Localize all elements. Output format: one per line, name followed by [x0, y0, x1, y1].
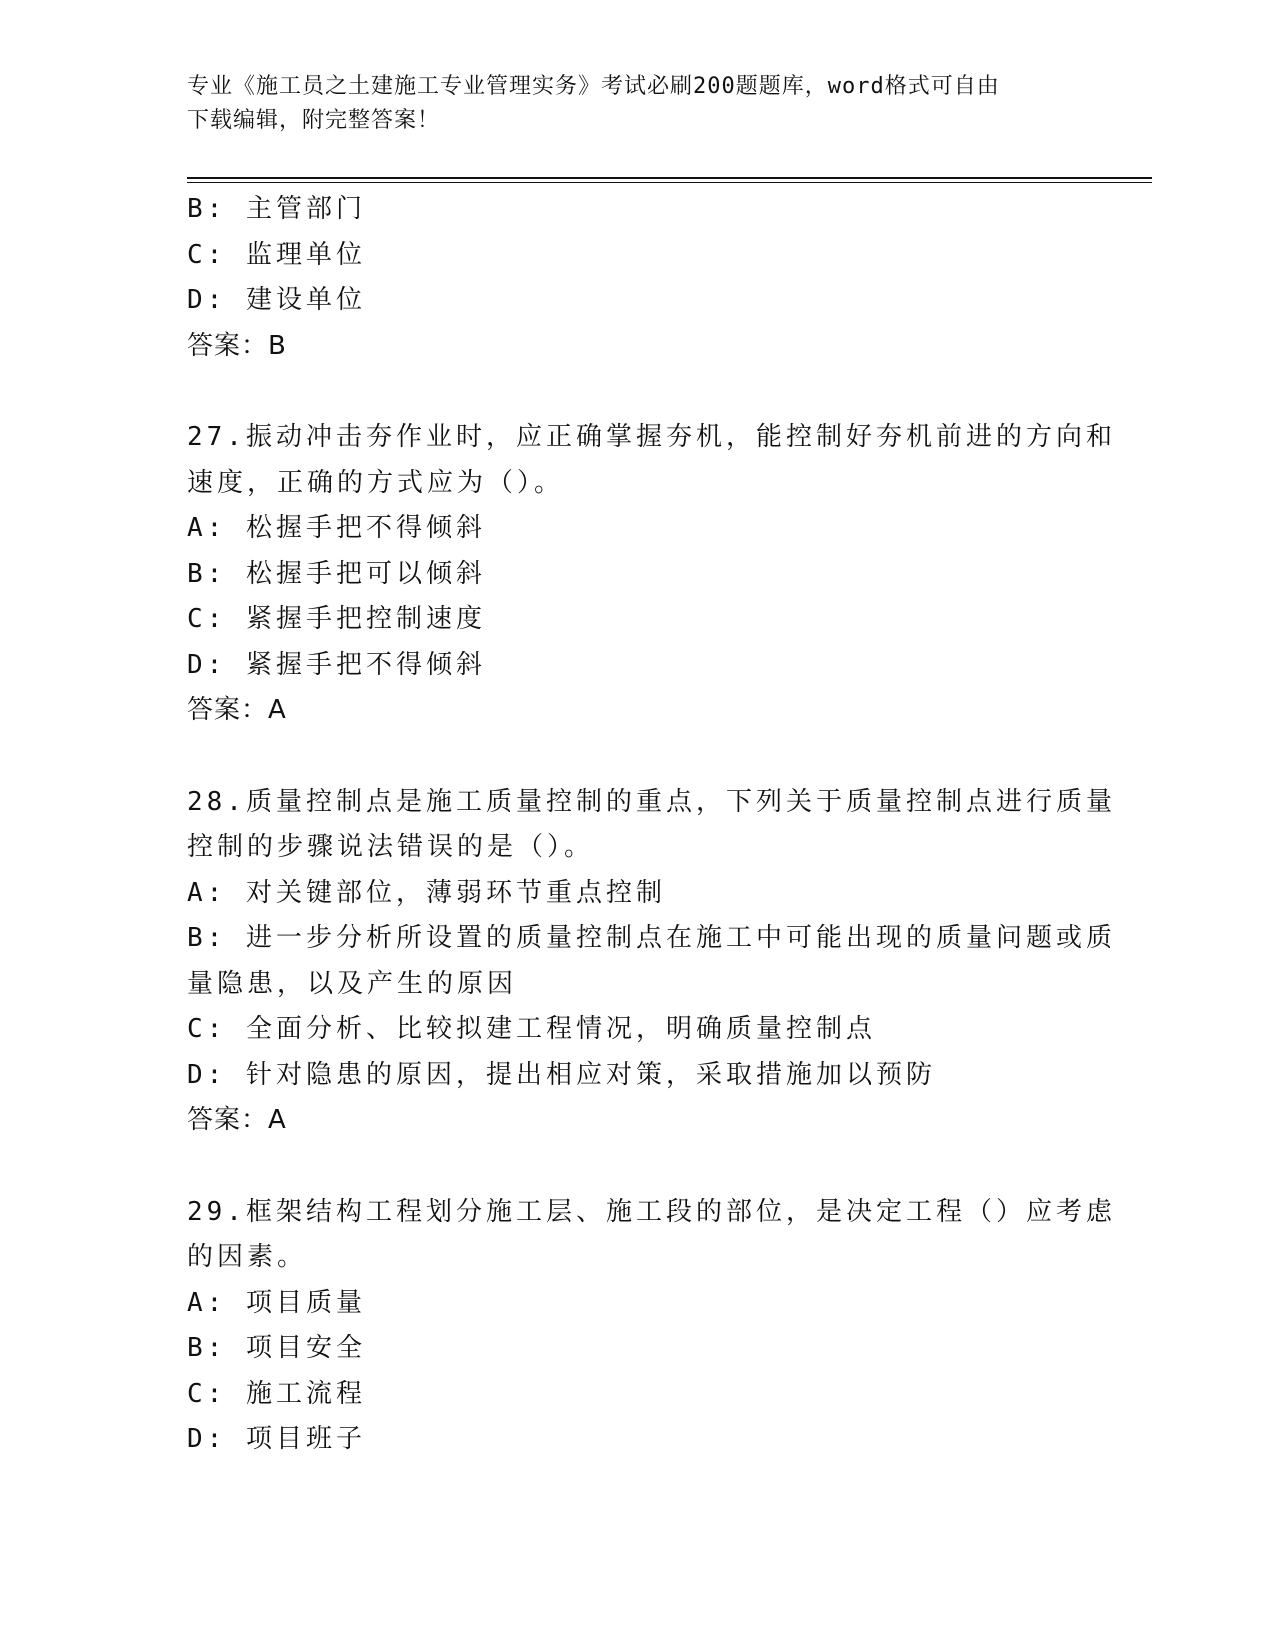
question-stem: 控制的步骤说法错误的是（）。 [187, 832, 595, 862]
option-a: A: 对关键部位，薄弱环节重点控制 [187, 877, 666, 908]
question-28 [187, 780, 1116, 1144]
answer: 答案：A [187, 695, 287, 725]
option-d: D: 项目班子 [187, 1424, 366, 1454]
option-b: B: 项目安全 [187, 1333, 366, 1363]
question-26-tail [187, 187, 1087, 369]
option-d: D: 建设单位 [187, 285, 366, 315]
answer: 答案：A [187, 1105, 287, 1135]
question-stem: 27.振动冲击夯作业时，应正确掌握夯机，能控制好夯机前进的方向和 [187, 422, 1116, 452]
header-line-2: 下载编辑，附完整答案！ [187, 108, 441, 133]
option-a: A: 松握手把不得倾斜 [187, 513, 486, 543]
answer: 答案：B [187, 330, 287, 361]
option-c: C: 紧握手把控制速度 [187, 604, 486, 634]
header-line-1: 专业《施工员之土建施工专业管理实务》考试必刷200题题库，word格式可自由 [187, 74, 1000, 99]
option-c: C: 全面分析、比较拟建工程情况，明确质量控制点 [187, 1014, 876, 1044]
question-content [187, 187, 1116, 1463]
option-b: B: 进一步分析所设置的质量控制点在施工中可能出现的质量问题或质 [187, 923, 1116, 953]
header-divider-thick [187, 177, 1152, 179]
option-b-continued: 量隐患，以及产生的原因 [187, 968, 518, 999]
question-27 [187, 415, 1116, 734]
option-d: D: 针对隐患的原因，提出相应对策，采取措施加以预防 [187, 1059, 936, 1090]
question-stem: 28.质量控制点是施工质量控制的重点，下列关于质量控制点进行质量 [187, 786, 1116, 817]
question-stem: 速度，正确的方式应为（）。 [187, 467, 565, 498]
document-header [187, 70, 1067, 138]
option-b: B: 松握手把可以倾斜 [187, 558, 486, 589]
option-a: A: 项目质量 [187, 1287, 366, 1318]
question-stem: 的因素。 [187, 1242, 308, 1272]
question-stem: 29.框架结构工程划分施工层、施工段的部位，是决定工程（）应考虑 [187, 1196, 1116, 1227]
option-d: D: 紧握手把不得倾斜 [187, 649, 486, 680]
question-29 [187, 1190, 1116, 1463]
option-c: C: 监理单位 [187, 239, 366, 270]
option-c: C: 施工流程 [187, 1378, 366, 1409]
option-b: B: 主管部门 [187, 194, 366, 224]
header-divider-thin [187, 182, 1152, 183]
